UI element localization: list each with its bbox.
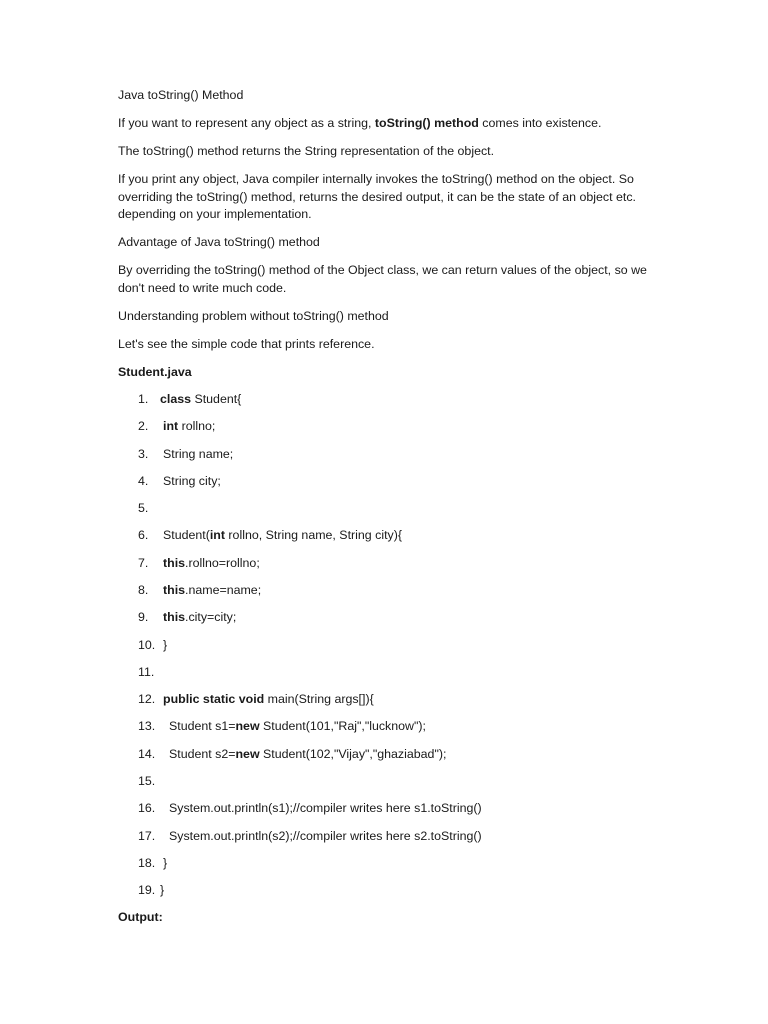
- reference-paragraph: Let's see the simple code that prints reference.: [118, 336, 375, 351]
- code-text: rollno, String name, String city){: [224, 528, 402, 543]
- code-line-number: 10.: [138, 637, 156, 652]
- code-line: [118, 473, 648, 490]
- code-line-number: 15.: [138, 773, 156, 788]
- code-text: Student(101,"Raj","lucknow");: [259, 719, 426, 734]
- code-line: [118, 391, 648, 408]
- print-paragraph: If you print any object, Java compiler internally invokes the toString() method on the object. So overriding the toString() method, returns the desired output, it can be the state of an object etc. depending on your implementation.: [118, 172, 636, 221]
- code-line: [118, 800, 648, 817]
- intro-text-end: comes into existence.: [478, 116, 602, 130]
- code-keyword: public static void: [163, 692, 265, 707]
- code-keyword: new: [235, 746, 260, 761]
- code-text: main(String args[]){: [264, 692, 374, 707]
- code-text: System.out.println(s1);//compiler writes here s1.toString(): [169, 801, 482, 816]
- code-line-number: 19.: [138, 883, 156, 898]
- code-line-number: 17.: [138, 828, 156, 843]
- returns-paragraph: The toString() method returns the String representation of the object.: [118, 144, 495, 158]
- code-line: [118, 500, 648, 517]
- intro-text-start: If you want to represent any object as a string,: [118, 116, 375, 130]
- code-line-number: 13.: [138, 719, 156, 734]
- code-text: }: [163, 855, 168, 870]
- code-line-number: 4.: [138, 473, 149, 488]
- code-line: [118, 882, 648, 899]
- code-text: Student(: [163, 528, 210, 543]
- code-line: [118, 746, 648, 763]
- code-line-number: 16.: [138, 801, 156, 816]
- code-line: [118, 582, 648, 599]
- code-keyword: int: [163, 419, 179, 434]
- code-text: Student(102,"Vijay","ghaziabad");: [259, 746, 447, 761]
- code-text: }: [160, 883, 165, 898]
- code-text: rollno;: [178, 419, 216, 434]
- advantage-heading: Advantage of Java toString() method: [118, 235, 320, 249]
- code-text: System.out.println(s2);//compiler writes here s2.toString(): [169, 828, 482, 843]
- code-line: [118, 773, 648, 790]
- code-text: .rollno=rollno;: [185, 555, 260, 570]
- document-title: Java toString() Method: [118, 88, 244, 102]
- code-line: [118, 527, 648, 544]
- code-text: Student s2=: [169, 746, 236, 761]
- code-text: Student{: [191, 392, 242, 406]
- code-line: [118, 664, 648, 681]
- code-line-number: 7.: [138, 555, 149, 570]
- file-name: [118, 364, 648, 382]
- code-text: }: [163, 637, 168, 652]
- code-line-number: 5.: [138, 501, 149, 516]
- code-keyword: int: [209, 528, 225, 543]
- problem-heading: Understanding problem without toString() method: [118, 308, 389, 323]
- code-line-number: 8.: [138, 582, 149, 597]
- code-line-number: 1.: [138, 392, 149, 406]
- code-text: String name;: [163, 446, 234, 461]
- document-page: [118, 87, 648, 939]
- code-line: [118, 446, 648, 463]
- code-keyword: this: [163, 610, 186, 625]
- output-label: Output:: [118, 910, 163, 925]
- code-line-number: 9.: [138, 610, 149, 625]
- code-line-number: 11.: [138, 664, 155, 679]
- code-line: [118, 418, 648, 435]
- code-line-number: 14.: [138, 746, 156, 761]
- code-listing: [118, 391, 648, 899]
- code-line: [118, 718, 648, 735]
- code-line: [118, 637, 648, 654]
- file-name-text: Student.java: [118, 364, 192, 379]
- code-line: [118, 609, 648, 626]
- intro-paragraph: [118, 115, 648, 133]
- code-line: [118, 828, 648, 845]
- advantage-paragraph: By overriding the toString() method of the Object class, we can return values of the object, so we don't need to write much code.: [118, 263, 647, 295]
- code-keyword: this: [163, 582, 186, 597]
- code-keyword: new: [235, 719, 260, 734]
- code-keyword: this: [163, 555, 186, 570]
- code-line-number: 2.: [138, 419, 149, 434]
- code-line: [118, 555, 648, 572]
- code-line: [118, 855, 648, 872]
- code-line-number: 3.: [138, 446, 149, 461]
- code-line-number: 12.: [138, 692, 156, 707]
- code-text: .name=name;: [185, 582, 262, 597]
- code-text: String city;: [163, 473, 221, 488]
- intro-text-bold: toString() method: [374, 116, 479, 130]
- code-keyword: class: [160, 392, 192, 406]
- code-line-number: 6.: [138, 528, 149, 543]
- code-text: .city=city;: [185, 610, 237, 625]
- code-line: [118, 691, 648, 708]
- code-line-number: 18.: [138, 855, 156, 870]
- code-text: Student s1=: [169, 719, 236, 734]
